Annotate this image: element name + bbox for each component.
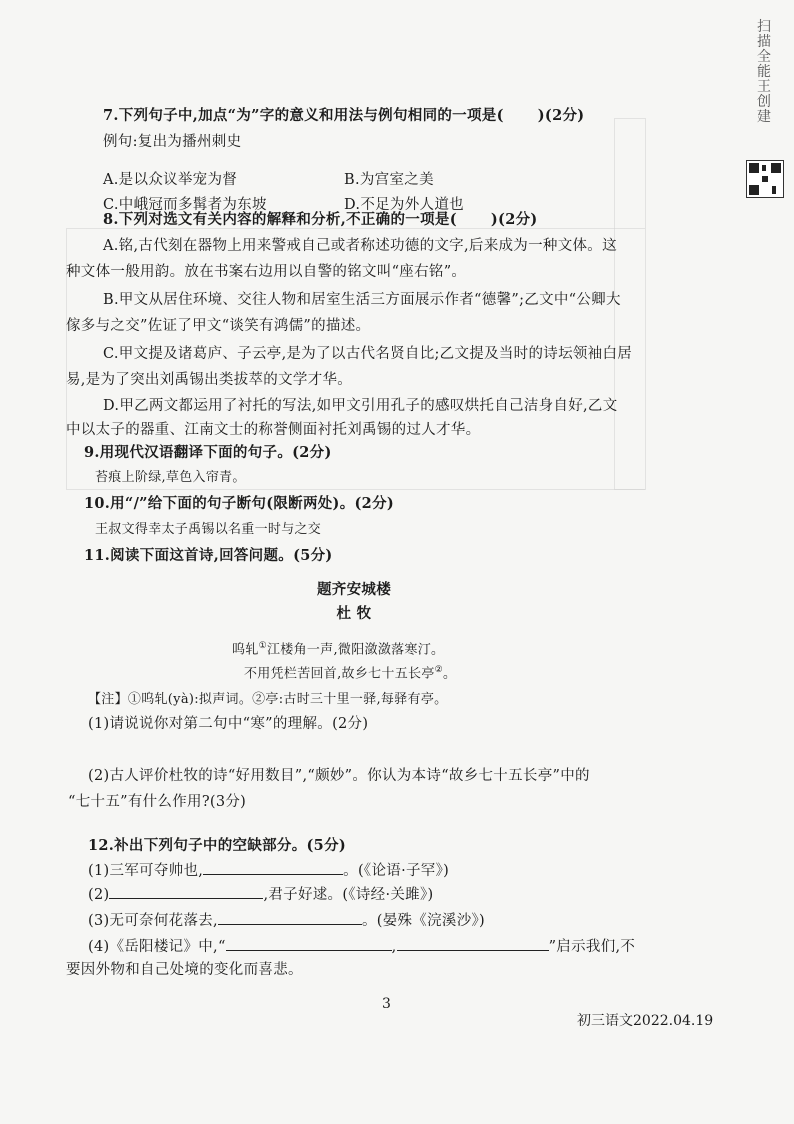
poem-note: 【注】①呜轧(yà):拟声词。②亭:古时三十里一驿,每驿有亭。 — [88, 692, 448, 707]
q10-stem: 10.用“/”给下面的句子断句(限断两处)。(2分) — [84, 495, 395, 512]
q12-item-4-cont: 要因外物和自己处境的变化而喜悲。 — [66, 962, 303, 978]
answer-blank-4[interactable] — [226, 936, 392, 951]
poem-author: 杜 牧 — [336, 605, 372, 622]
q12-item-1: (1)三军可夺帅也, 。(《论语·子罕》) — [88, 860, 449, 881]
answer-blank-1[interactable] — [203, 860, 343, 875]
q12-item-4: (4)《岳阳楼记》中,“ , ”启示我们,不 — [88, 936, 635, 957]
answer-blank-3[interactable] — [218, 910, 362, 925]
q7-example: 例句:复出为播州刺史 — [103, 134, 242, 150]
q12-item-2: (2) ,君子好逑。(《诗经·关雎》) — [88, 884, 433, 905]
q8-option-a-line1: A.铭,古代刻在器物上用来警戒自己或者称述功德的文字,后来成为一种文体。这 — [103, 238, 617, 254]
answer-blank-2[interactable] — [109, 884, 263, 899]
q12-stem: 12.补出下列句子中的空缺部分。(5分) — [88, 837, 347, 854]
q7-option-d: D.不足为外人道也 — [344, 197, 464, 213]
poem-line-1: 呜轧①江楼角一声,微阳潋潋落寒汀。 — [232, 641, 445, 658]
q7-option-c: C.中峨冠而多髯者为东坡 — [103, 197, 267, 213]
q11-sub2-line2: “七十五”有什么作用?(3分) — [68, 794, 247, 810]
exam-footer: 初三语文2022.04.19 — [577, 1013, 714, 1029]
scanner-watermark: 扫描全能王 创建 — [757, 19, 771, 125]
poem-line-2: 不用凭栏苦回首,故乡七十五长亭②。 — [244, 665, 457, 682]
q8-option-b-line2: 傢多与之交”佐证了甲文“谈笑有鸿儒”的描述。 — [66, 318, 371, 334]
q8-option-d-line2: 中以太子的器重、江南文士的称誉侧面衬托刘禹锡的过人才华。 — [66, 422, 481, 438]
page-number: 3 — [382, 996, 391, 1012]
q8-stem: 8.下列对选文有关内容的解释和分析,不正确的一项是( )(2分) — [103, 211, 538, 228]
q7-option-a: A.是以众议举宠为督 — [103, 172, 238, 188]
q8-option-c-line2: 易,是为了突出刘禹锡出类拔萃的文学才华。 — [66, 372, 353, 388]
q11-sub2-line1: (2)古人评价杜牧的诗“好用数目”,“颇妙”。你认为本诗“故乡七十五长亭”中的 — [88, 768, 590, 784]
qr-code-icon — [746, 160, 784, 198]
q11-sub1: (1)请说说你对第二句中“寒”的理解。(2分) — [88, 716, 369, 732]
q8-option-a-line2: 种文体一般用韵。放在书案右边用以自警的铭文叫“座右铭”。 — [66, 264, 467, 280]
q11-stem: 11.阅读下面这首诗,回答问题。(5分) — [84, 547, 333, 564]
q7-option-b: B.为宫室之美 — [344, 172, 434, 188]
q8-option-b-line1: B.甲文从居住环境、交往人物和居室生活三方面展示作者“德馨”;乙文中“公卿大 — [103, 292, 621, 308]
q8-option-c-line1: C.甲文提及诸葛庐、子云亭,是为了以古代名贤自比;乙文提及当时的诗坛领袖白居 — [103, 346, 633, 362]
q10-sentence: 王叔文得幸太子禹锡以名重一时与之交 — [95, 522, 322, 537]
answer-blank-5[interactable] — [397, 936, 549, 951]
q12-item-3: (3)无可奈何花落去, 。(晏殊《浣溪沙》) — [88, 910, 485, 931]
q8-option-d-line1: D.甲乙两文都运用了衬托的写法,如甲文引用孔子的感叹烘托自己洁身自好,乙文 — [103, 398, 618, 414]
poem-title: 题齐安城楼 — [317, 581, 391, 598]
q9-stem: 9.用现代汉语翻译下面的句子。(2分) — [84, 444, 332, 461]
q9-sentence: 苔痕上阶绿,草色入帘青。 — [95, 470, 246, 485]
q7-stem: 7.下列句子中,加点“为”字的意义和用法与例句相同的一项是( )(2分) — [103, 107, 585, 124]
